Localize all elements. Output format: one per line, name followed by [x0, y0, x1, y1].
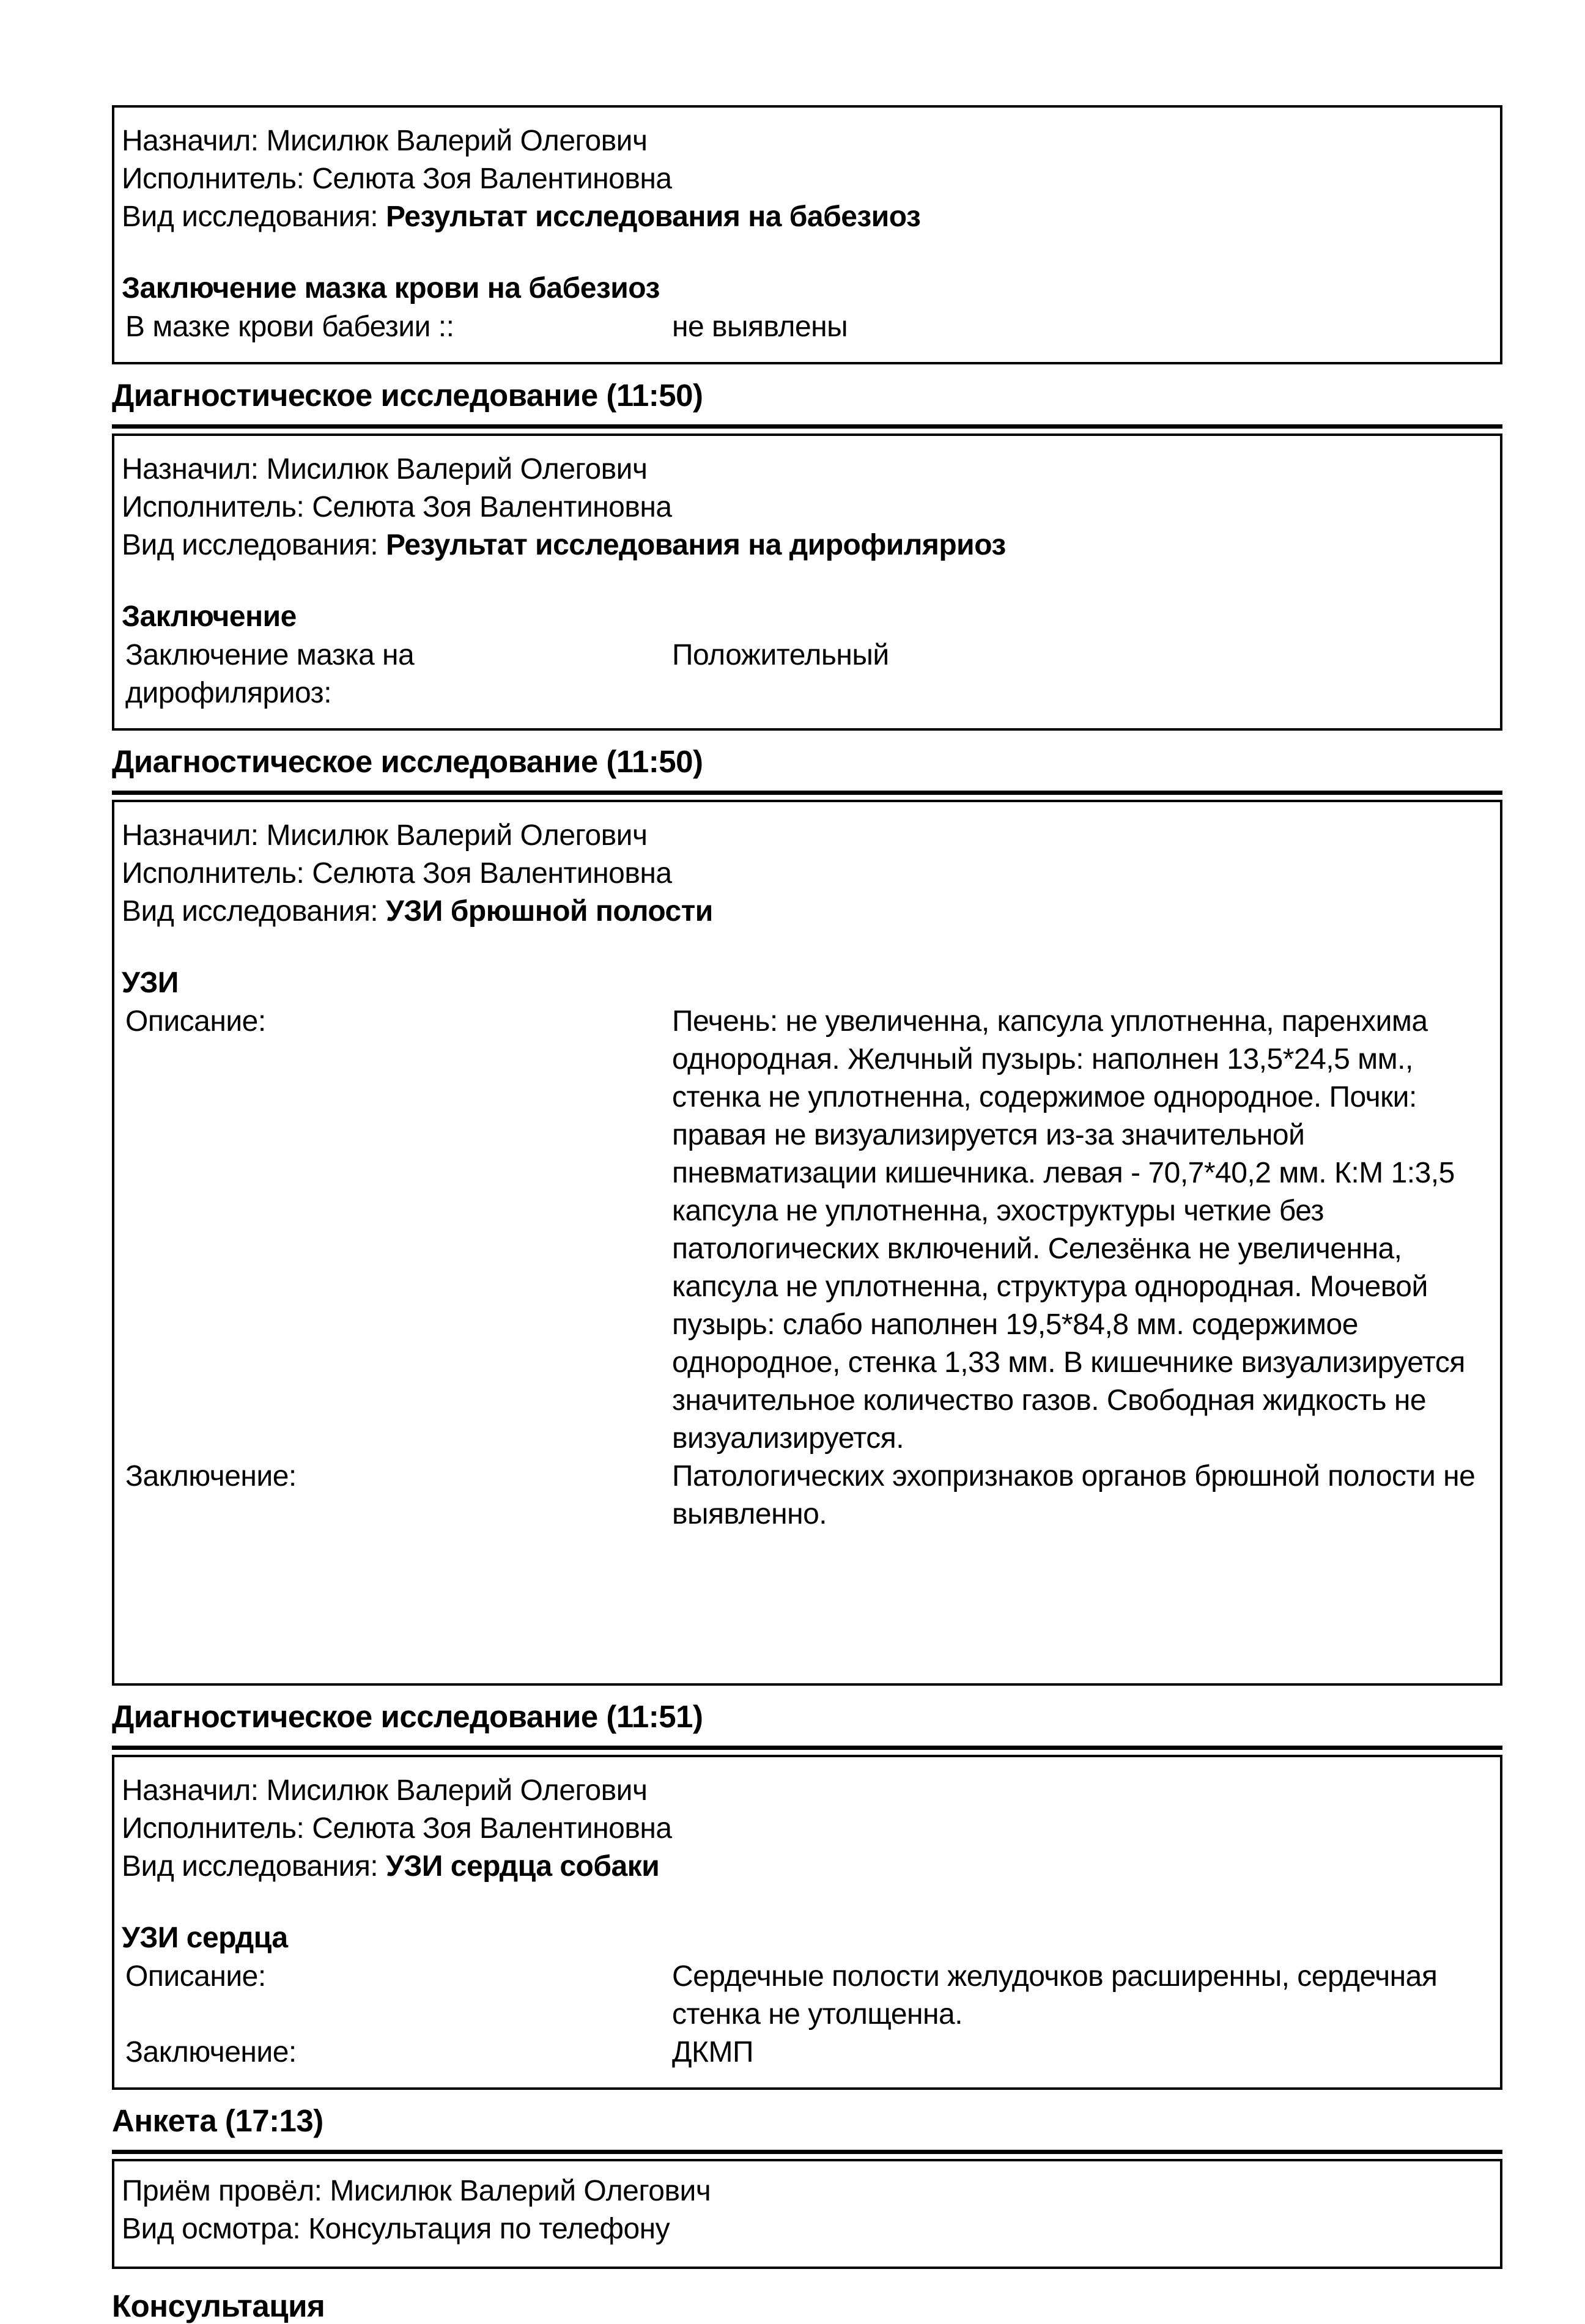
box-subheader: УЗИ: [122, 967, 179, 999]
meta-label: Назначил:: [122, 819, 259, 852]
meta-line: [122, 893, 1490, 931]
result-label: В мазке крови бабезии ::: [125, 311, 454, 343]
section-heading-diagnostic-1150-1: Диагностическое исследование (11:50): [112, 374, 1502, 429]
result-label-text: Заключение мазка на дирофиляриоз:: [125, 639, 415, 709]
meta-label: Вид исследования:: [122, 1850, 379, 1883]
meta-line: [122, 1810, 1490, 1848]
box-subheader: Заключение: [122, 600, 297, 633]
meta-value: Консультация по телефону: [308, 2213, 670, 2245]
result-label: Описание:: [125, 1005, 266, 1038]
meta-line: [122, 1772, 1490, 1810]
meta-value: Мисилюк Валерий Олегович: [266, 1774, 648, 1807]
diagnostic-box-abdominal-ultrasound: [112, 800, 1502, 1686]
result-label: Заключение:: [125, 1460, 297, 1492]
result-label: [122, 636, 672, 712]
result-row: [122, 1458, 1490, 1533]
meta-value: Селюта Зоя Валентиновна: [312, 1812, 672, 1845]
meta-line: [122, 160, 1490, 198]
result-value-description: Печень: не увеличенна, капсула уплотненна, паренхима однородная. Желчный пузырь: наполнен 13,5*24,5 мм., стенка не уплотненна, содержимое однородное. Почки: правая не визуализируется из-за значительной пневматизации кишечника. левая - 70,7*40,2 мм. К:М 1:3,5 капсула не уплотненна, эхоструктуры четкие без патологических включений. Селезёнка не увеличенна, капсула не уплотненна, структура однородная. Мочевой пузырь: слабо наполнен 19,5*84,8 мм. содержимое однородное, стенка 1,33 мм. В кишечнике визуализируется значительное количество газов. Свободная жидкость не визуализируется.: [672, 1005, 1465, 1455]
meta-value-study-type: Результат исследования на дирофиляриоз: [385, 529, 1006, 561]
meta-value: Селюта Зоя Валентиновна: [312, 491, 672, 523]
section-heading-consultation: Консультация: [112, 2289, 325, 2323]
meta-line: [122, 526, 1490, 564]
meta-label: Назначил:: [122, 453, 259, 485]
box-subheader: Заключение мазка крови на бабезиоз: [122, 272, 660, 304]
meta-label: Приём провёл:: [122, 2175, 322, 2207]
meta-value: Мисилюк Валерий Олегович: [330, 2175, 711, 2207]
meta-value: Мисилюк Валерий Олегович: [266, 125, 648, 157]
meta-label: Вид осмотра:: [122, 2213, 301, 2245]
meta-label: Исполнитель:: [122, 857, 305, 890]
result-value-description: Сердечные полости желудочков расширенны, сердечная стенка не утолщенна.: [672, 1960, 1438, 2031]
meta-label: Назначил:: [122, 1774, 259, 1807]
meta-line: [122, 855, 1490, 893]
section-heading-diagnostic-1150-2: Диагностическое исследование (11:50): [112, 740, 1502, 795]
meta-label: Вид исследования:: [122, 201, 379, 233]
spacer: [122, 931, 1490, 964]
result-value-conclusion: Патологических эхопризнаков органов брюшной полости не выявленно.: [672, 1460, 1476, 1530]
meta-label: Исполнитель:: [122, 491, 305, 523]
meta-value: Мисилюк Валерий Олегович: [266, 453, 648, 485]
diagnostic-box-dirofilariasis: [112, 433, 1502, 731]
meta-label: Назначил:: [122, 125, 259, 157]
spacer: [122, 236, 1490, 269]
meta-line: [122, 2210, 1490, 2248]
meta-line: [122, 122, 1490, 160]
spacer: [122, 1886, 1490, 1919]
meta-label: Исполнитель:: [122, 1812, 305, 1845]
meta-line: [122, 198, 1490, 236]
result-value-conclusion: ДКМП: [672, 2036, 753, 2068]
meta-value-study-type: Результат исследования на бабезиоз: [385, 201, 921, 233]
box-subheader: УЗИ сердца: [122, 1922, 288, 1954]
meta-line: [122, 2172, 1490, 2210]
meta-label: Вид исследования:: [122, 895, 379, 928]
result-row: [122, 308, 1490, 346]
meta-line: [122, 451, 1490, 489]
section-heading-anketa: Анкета (17:13): [112, 2100, 1502, 2154]
meta-line: [122, 817, 1490, 855]
meta-line: [122, 1848, 1490, 1886]
meta-value-study-type: УЗИ брюшной полости: [385, 895, 713, 928]
meta-value: Селюта Зоя Валентиновна: [312, 857, 672, 890]
spacer: [122, 564, 1490, 597]
result-label: Заключение:: [125, 2036, 297, 2068]
meta-label: Вид исследования:: [122, 529, 379, 561]
result-label: Описание:: [125, 1960, 266, 1993]
result-value: не выявлены: [672, 311, 848, 343]
section-heading-diagnostic-1151: Диагностическое исследование (11:51): [112, 1695, 1502, 1750]
result-value: Положительный: [672, 639, 889, 671]
diagnostic-box-heart-ultrasound: [112, 1755, 1502, 2090]
questionnaire-box: [112, 2159, 1502, 2269]
meta-value-study-type: УЗИ сердца собаки: [385, 1850, 660, 1883]
meta-label: Исполнитель:: [122, 163, 305, 195]
result-row: [122, 1003, 1490, 1458]
meta-value: Селюта Зоя Валентиновна: [312, 163, 672, 195]
meta-value: Мисилюк Валерий Олегович: [266, 819, 648, 852]
result-row: [122, 2034, 1490, 2071]
diagnostic-box-babesiosis: [112, 105, 1502, 364]
result-row: [122, 636, 1490, 712]
result-row: [122, 1958, 1490, 2034]
meta-line: [122, 489, 1490, 526]
